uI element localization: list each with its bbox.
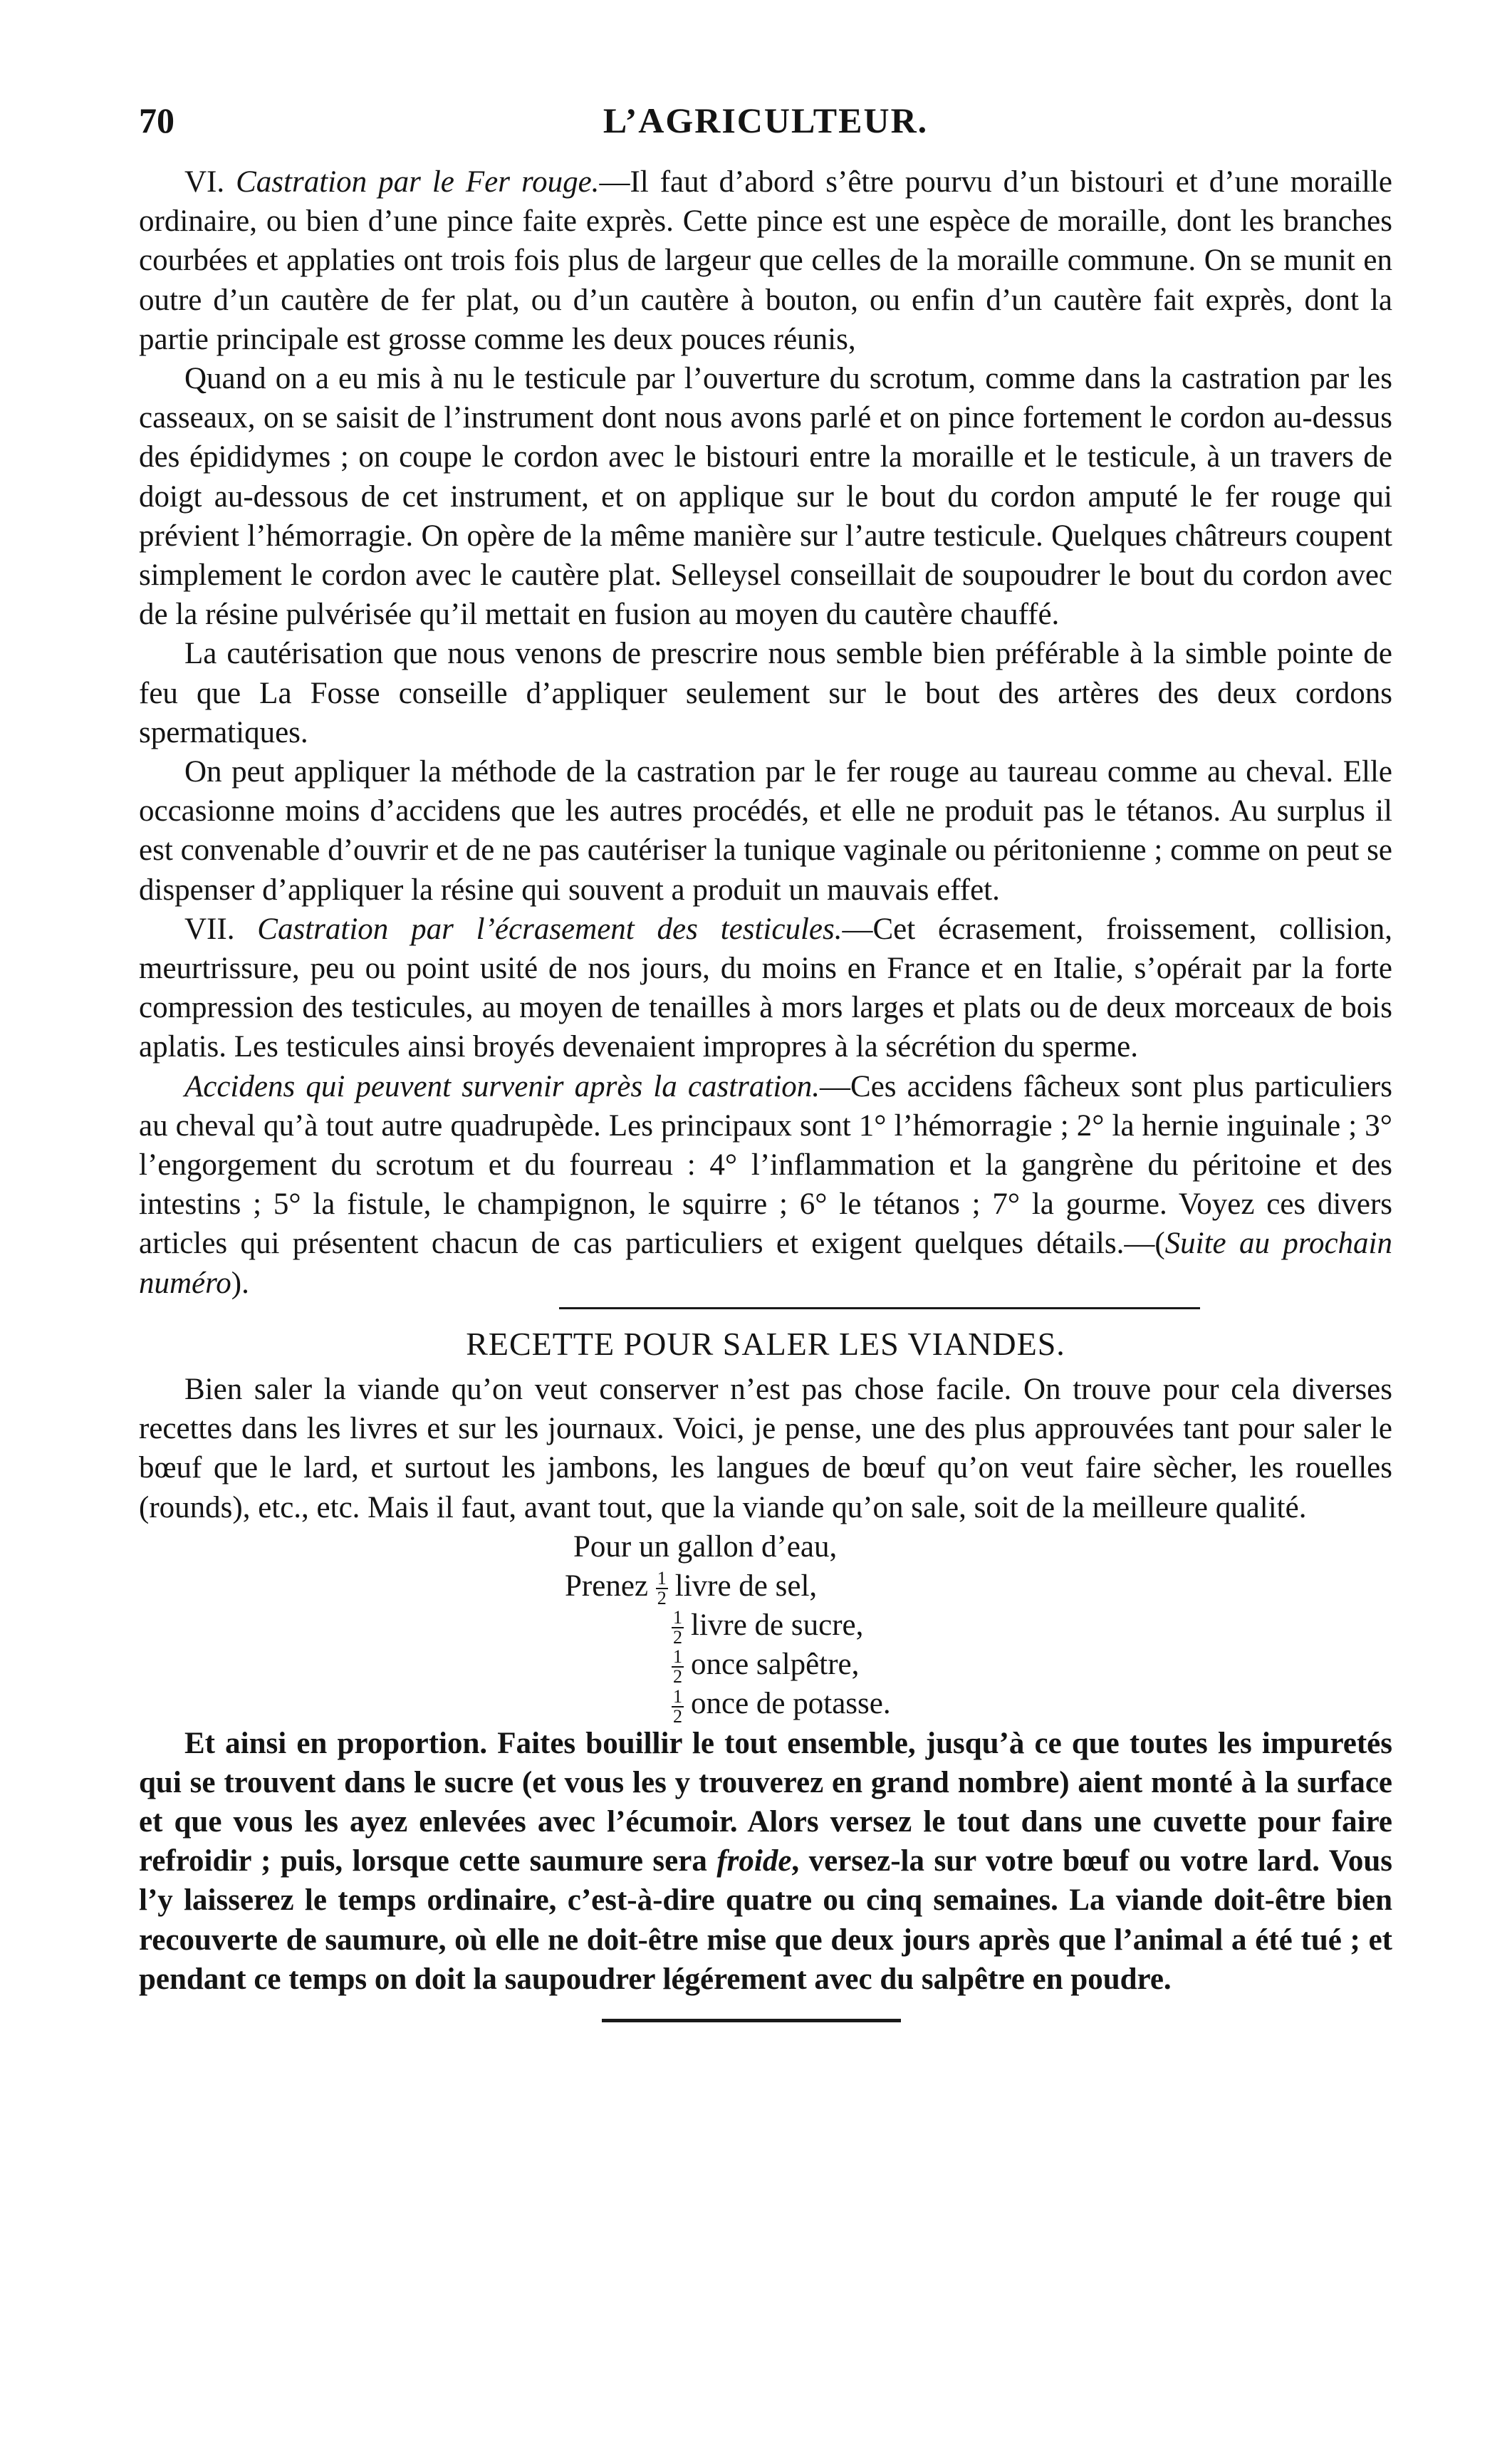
paragraph-accidens (139, 1067, 1392, 1303)
page-header (139, 100, 1392, 150)
fraction-half: $\frac{1}{2}$ (673, 1685, 682, 1727)
ingredient-item (139, 1684, 1392, 1727)
ingredient-item (139, 1566, 1392, 1609)
paragraph-recette-method (139, 1724, 1392, 1999)
ingredient-label: once de potasse. (691, 1687, 891, 1721)
emphasis-froide: froide (716, 1844, 792, 1878)
ingredient-label: livre de sel, (674, 1569, 818, 1603)
paragraph-text: —Il faut d’abord s’être pourvu d’un bistouri et d’une moraille ordinaire, ou bien d’une pince faite exprès. Cette pince est une espèce de moraille, dont les branches courbées et applaties ont trois fois plus de largeur que celles de la moraille commune. On se munit en outre d’un cautère de fer plat, ou d’un cautère à bouton, ou enfin d’un cautère fait exprès, dont la partie principale est grosse comme les deux pouces réunis, (139, 165, 1392, 356)
paragraph-castration-ecrasement (139, 910, 1392, 1067)
running-title: L’AGRICULTEUR. (603, 100, 929, 140)
article-title: RECETTE POUR SALER LES VIANDES. (466, 1325, 1065, 1362)
fraction-half: $\frac{1}{2}$ (657, 1568, 667, 1609)
subsection-heading-accidens: Accidens qui peuvent survenir après la castration. (184, 1069, 820, 1103)
section-divider (559, 1307, 1200, 1309)
continuation-note: Suite au prochain numéro (139, 1227, 1392, 1300)
castration-section (139, 162, 1392, 1309)
paragraph-text: —Cet écrasement, froissement, collision, meurtrissure, peu ou point usité de nos jours, du moins en France et en Italie, s’opérait par la forte compression des testicules, au moyen de tenailles à mors larges et plats ou de deux morceaux de bois aplatis. Les testicules ainsi broyés devenaient impropres à la sécrétion du sperme. (139, 912, 1393, 1064)
paragraph-text: —Ces accidens fâcheux sont plus particuliers au cheval qu’à tout autre quadrupède. Les principaux sont 1° l’hémorragie ; 2° la hernie inguinale ; 3° l’engorgement du scrotum et du fourreau : 4° l’inflammation et la gangrène du péritoine et des intestins ; 5° la fistule, le champignon, le squirre ; 6° le tétanos ; 7° la gourme. Voyez ces divers articles qui présentent chacun de cas particuliers et exigent quelques détails.—( (139, 1069, 1392, 1261)
fraction-half: $\frac{1}{2}$ (673, 1646, 682, 1688)
ingredient-item (139, 1606, 1392, 1648)
paragraph-on-peut: On peut appliquer la méthode de la castration par le fer rouge au taureau comme au cheval. Elle occasionne moins d’accidens que les autres procédés, et elle ne produit pas le tétanos. Au surplus il est convenable d’ouvrir et de ne pas cautériser la tunique vaginale ou péritonienne ; comme on peut se dispenser d’appliquer la résine qui souvent a produit un mauvais effet. (139, 755, 1392, 907)
measure-base: Pour un gallon d’eau, (573, 1529, 838, 1564)
paragraph-cauterisation: La cautérisation que nous venons de prescrire nous semble bien préférable à la simble pointe de feu que La Fosse conseille d’appliquer seulement sur le bout des artères des deux cordons spermatiques. (139, 637, 1392, 749)
page-number: 70 (139, 100, 174, 140)
end-divider (602, 2019, 901, 2022)
paragraph-castration-fer-rouge (139, 162, 1392, 359)
fraction-half: $\frac{1}{2}$ (673, 1607, 682, 1648)
measure-prefix: Prenez (565, 1569, 648, 1603)
paragraph-recette-intro: Bien saler la viande qu’on veut conserver n’est pas chose facile. On trouve pour cela diverses recettes dans les livres et sur les journaux. Voici, je pense, une des plus approuvées tant pour saler le bœuf que le lard, et surtout les jambons, les langues de bœuf qu’on veut faire sècher, les rouelles (rounds), etc., etc. Mais il faut, avant tout, que la viande qu’on sale, soit de la meilleure qualité. (139, 1372, 1392, 1524)
paragraph-text: Et ainsi en proportion. Faites bouillir le tout ensemble, jusqu’à ce que toutes les impuretés qui se trouvent dans le sucre (et vous les y trouverez en grand nombre) aient monté à la surface et que vous les ayez enlevées avec l’écumoir. Alors versez le tout dans une cuvette pour faire refroidir ; puis, lorsque cette saumure sera (139, 1726, 1392, 1878)
ingredient-item (139, 1645, 1392, 1688)
section-number-vii: VII. (184, 912, 235, 946)
paragraph-quand: Quand on a eu mis à nu le testicule par l’ouverture du scrotum, comme dans la castration par les casseaux, on se saisit de l’instrument dont nous avons parlé et on pince fortement le cordon au-dessus des épididymes ; on coupe le cordon avec le bistouri entre la moraille et le testicule, à un travers de doigt au-dessous de cet instrument, et on applique sur le bout du cordon amputé le fer rouge qui prévient l’hémorragie. On opère de la même manière sur l’autre testicule. Quelques châtreurs coupent simplement le cordon avec le cautère plat. Selleysel conseillait de soupoudrer le bout du cordon avec de la résine pulvérisée qu’il mettait en fusion au moyen du cautère chauffé. (139, 362, 1392, 632)
page (139, 100, 1392, 2022)
ingredient-label: livre de sucre, (691, 1608, 864, 1643)
subsection-heading-ecrasement: Castration par l’écrasement des testicules. (257, 912, 843, 946)
subsection-heading-fer-rouge: Castration par le Fer rouge. (236, 165, 600, 199)
ingredient-label: once salpêtre, (691, 1648, 860, 1682)
paragraph-close: ). (231, 1266, 249, 1300)
paragraph-text: , versez-la sur votre bœuf ou votre lard. Vous l’y laisserez le temps ordinaire, c’est-à-dire quatre ou cinq semaines. La viande doit-être bien recouverte de saumure, où elle ne doit-être mise que deux jours après que l’animal a été tué ; et pendant ce temps on doit la saupoudrer légérement avec du salpêtre en poudre. (139, 1844, 1392, 1996)
ingredient-list (139, 1527, 1392, 1727)
section-number-vi: VI. (184, 165, 225, 199)
recette-section (139, 1325, 1392, 2022)
